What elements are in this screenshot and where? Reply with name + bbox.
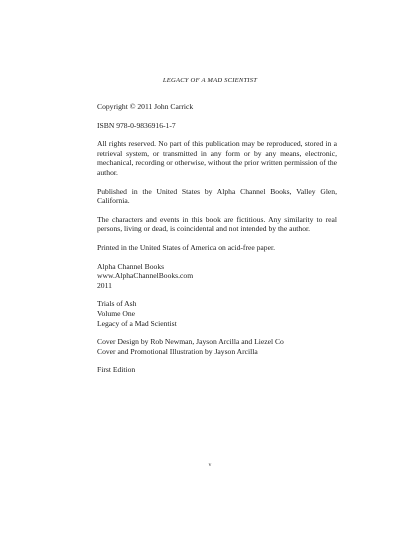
credits-block: [97, 337, 337, 356]
copyright-page-body: [97, 102, 337, 384]
publisher-block: [97, 262, 337, 291]
edition-line: First Edition: [97, 365, 136, 375]
publication-year: 2011: [97, 280, 112, 290]
page-number: v: [208, 462, 212, 468]
copyright-line: Copyright © 2011 John Carrick: [97, 102, 194, 111]
rights-notice: All rights reserved. No part of this publication may be reproduced, stored in a retrieval system, or transmitted in any form or by any means, electronic, mechanical, recording or otherwise, without the prior written permission of the author.: [97, 139, 337, 177]
cover-illustration-credit: Cover and Promotional Illustration by Jayson Arcilla: [97, 346, 258, 356]
publisher-name: Alpha Channel Books: [97, 261, 165, 271]
publisher-notice: Published in the United States by Alpha Channel Books, Valley Glen, California.: [97, 186, 337, 206]
series-block: [97, 299, 337, 328]
cover-design-credit: Cover Design by Rob Newman, Jayson Arcilla and Liezel Co: [97, 337, 284, 347]
series-name: Trials of Ash: [97, 299, 137, 309]
running-head: LEGACY OF A MAD SCIENTIST: [162, 77, 258, 84]
volume-number: Volume One: [97, 308, 136, 318]
fiction-disclaimer: The characters and events in this book are fictitious. Any similarity to real persons, living or dead, is coincidental and not intended by the author.: [97, 214, 337, 234]
book-title: Legacy of a Mad Scientist: [97, 318, 177, 328]
publisher-website: www.AlphaChannelBooks.com: [97, 271, 194, 281]
isbn-line: ISBN 978-0-9836916-1-7: [97, 120, 176, 130]
printing-notice: Printed in the United States of America on acid-free paper.: [97, 242, 275, 252]
